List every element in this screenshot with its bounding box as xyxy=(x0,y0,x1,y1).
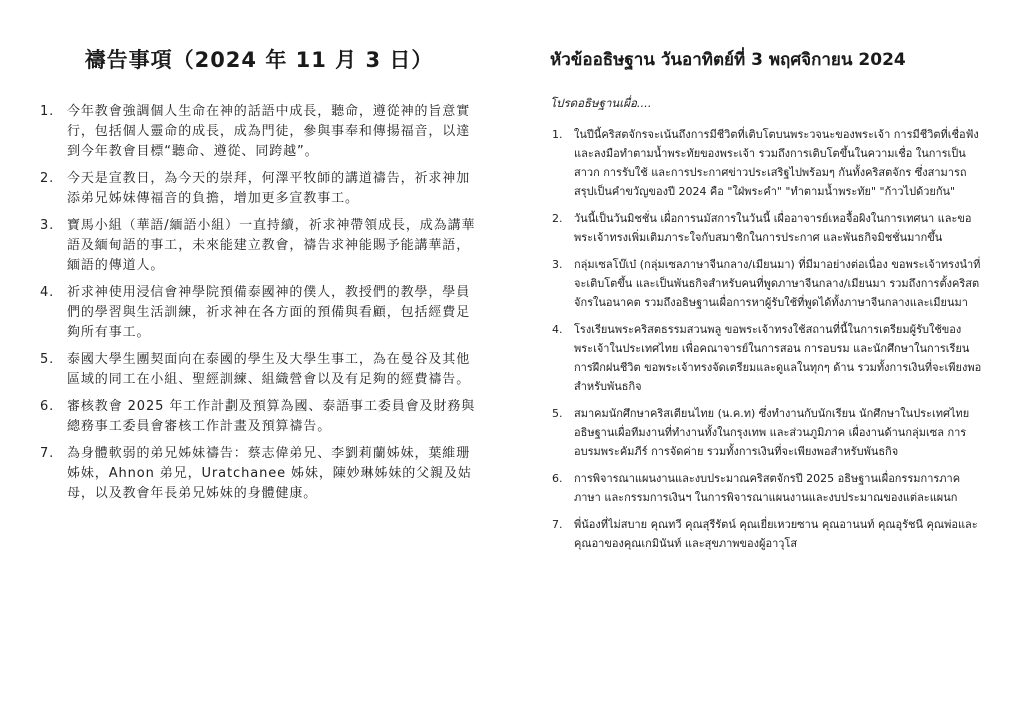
chinese-prayer-item-4 xyxy=(36,283,476,343)
item-text: ในปีนี้คริสตจักรจะเน้นถึงการมีชีวิตที่เติบโตบนพระวจนะของพระเจ้า การมีชีวิตที่เชื่อฟัง และลงมือทำตามน้ำพระทัยของพระเจ้า รวมถึงการเติบโตขึ้นในความเชื่อ ในการเป็นสาวก การรับใช้ และการประกาศข่าวประเสริฐไปพร้อมๆ กันทั้งคริสตจักร ซึ่งสามารถสรุปเป็นคำขวัญของปี 2024 คือ "ใฝ่พระคำ" "ทำตามน้ำพระทัย" "ก้าวไปด้วยกัน" xyxy=(574,128,979,198)
item-text: โรงเรียนพระคริสตธรรมสวนพลู ขอพระเจ้าทรงใช้สถานที่นี้ในการเตรียมผู้รับใช้ของพระเจ้าในประเทศไทย เพื่อคณาจารย์ในการสอน การอบรม และนักศึกษาในการเรียน การฝึกฝนชีวิต ขอพระเจ้าทรงจัดเตรียมและดูแลในทุกๆ ด้าน รวมทั้งการเงินที่จะเพียงพอสำหรับพันธกิจ xyxy=(574,323,982,393)
chinese-prayer-item-2 xyxy=(36,169,476,209)
thai-title: หัวข้ออธิษฐาน วันอาทิตย์ที่ 3 พฤศจิกายน 2024 xyxy=(550,50,906,70)
item-text: 寶馬小組（華語/緬語小組）一直持續，祈求神帶領成長，成為講華語及緬甸語的事工，未來能建立教會，禱告求神能賜予能講華語，緬語的傳道人。 xyxy=(67,218,476,273)
chinese-prayer-column xyxy=(36,44,476,511)
item-number: 1. xyxy=(552,128,563,141)
item-text: 泰國大學生團契面向在泰國的學生及大學生事工，為在曼谷及其他區域的同工在小組、聖經訓練、組織營會以及有足夠的經費禱告。 xyxy=(67,352,471,387)
item-text: สมาคมนักศึกษาคริสเตียนไทย (น.ค.ท) ซึ่งทำงานกับนักเรียน นักศึกษาในประเทศไทย อธิษฐานเผื่อทีมงานที่ทำงานทั้งในกรุงเทพ และส่วนภูมิภาค เผื่องานด้านกลุ่มเซล การอบรมพระคัมภีร์ การจัดค่าย รวมทั้งการเงินที่จะเพียงพอสำหรับพันธกิจ xyxy=(574,407,970,458)
chinese-prayer-item-5 xyxy=(36,350,476,390)
thai-prayer-item-2 xyxy=(548,209,982,247)
item-number: 1. xyxy=(40,104,55,119)
item-number: 6. xyxy=(40,399,55,414)
item-number: 2. xyxy=(552,212,563,225)
item-text: 今天是宣教日，為今天的崇拜，何澤平牧師的講道禱告，祈求神加添弟兄姊妹傳福音的負擔，增加更多宣教事工。 xyxy=(67,171,471,206)
item-text: พี่น้องที่ไม่สบาย คุณทวี คุณสุรีรัตน์ คุณเยี่ยเหวยซาน คุณอานนท์ คุณอุรัชนี คุณพ่อและคุณอาของคุณเกมินันท์ และสุขภาพของผู้อาวุโส xyxy=(574,518,978,550)
thai-prayer-item-3 xyxy=(548,255,982,312)
item-text: วันนี้เป็นวันมิชชั่น เผื่อการนมัสการในวันนี้ เผื่ออาจารย์เหอจื้อผิงในการเทศนา และขอพระเจ้าทรงเพิ่มเติมภาระใจกับสมาชิกในการประกาศ และพันธกิจมิชชั่นมากขึ้น xyxy=(574,212,972,244)
chinese-prayer-list xyxy=(36,102,476,504)
item-number: 7. xyxy=(40,446,55,461)
thai-prayer-item-4 xyxy=(548,320,982,396)
thai-prayer-list xyxy=(548,125,982,553)
item-text: กลุ่มเซลโบ๊เบ๋ (กลุ่มเซลภาษาจีนกลาง/เมียนมา) ที่มีมาอย่างต่อเนื่อง ขอพระเจ้าทรงนำที่จะเติบโตขึ้น และเป็นพันธกิจสำหรับคนที่พูดภาษาจีนกลาง/เมียนมา รวมถึงการตั้งคริสตจักรในอนาคต รวมถึงอธิษฐานเผื่อการหาผู้รับใช้ที่พูดได้ทั้งภาษาจีนกลางและเมียนมา xyxy=(574,258,981,309)
chinese-prayer-item-6 xyxy=(36,397,476,437)
item-number: 4. xyxy=(552,323,563,336)
thai-prayer-item-6 xyxy=(548,469,982,507)
chinese-prayer-item-7 xyxy=(36,444,476,504)
item-text: 祈求神使用浸信會神學院預備泰國神的僕人，教授們的教學，學員們的學習與生活訓練，祈求神在各方面的預備與看顧，包括經費足夠所有事工。 xyxy=(67,285,471,340)
item-number: 4. xyxy=(40,285,55,300)
item-number: 6. xyxy=(552,472,563,485)
thai-intro: โปรดอธิษฐานเผื่อ.... xyxy=(550,96,652,110)
item-number: 5. xyxy=(552,407,563,420)
item-number: 7. xyxy=(552,518,563,531)
item-number: 3. xyxy=(40,218,55,233)
thai-prayer-item-7 xyxy=(548,515,982,553)
item-text: 為身體軟弱的弟兄姊妹禱告：蔡志偉弟兄、李劉莉蘭姊妹，葉維珊姊妹，Ahnon 弟兄，Uratchanee 姊妹，陳妙琳姊妹的父親及姑母，以及教會年長弟兄姊妹的身體健康。 xyxy=(67,446,472,501)
chinese-prayer-item-1 xyxy=(36,102,476,162)
item-number: 3. xyxy=(552,258,563,271)
item-text: 今年教會強調個人生命在神的話語中成長，聽命，遵從神的旨意實行，包括個人靈命的成長，成為門徒，參與事奉和傳揚福音，以達到今年教會目標“聽命、遵從、同跨越”。 xyxy=(67,104,471,159)
item-number: 5. xyxy=(40,352,55,367)
thai-prayer-item-1 xyxy=(548,125,982,201)
chinese-prayer-item-3 xyxy=(36,216,476,276)
item-text: การพิจารณาแผนงานและงบประมาณคริสตจักรปี 2025 อธิษฐานเผื่อกรรมการภาคภาษา และกรรมการเงินฯ ในการพิจารณาแผนงานและงบประมาณของแต่ละแผนก xyxy=(574,472,961,504)
item-text: 審核教會 2025 年工作計劃及預算為國、泰語事工委員會及財務與總務事工委員會審核工作計畫及預算禱告。 xyxy=(67,399,476,434)
thai-prayer-column xyxy=(548,46,982,561)
thai-prayer-item-5 xyxy=(548,404,982,461)
item-number: 2. xyxy=(40,171,55,186)
chinese-title: 禱告事項（2024 年 11 月 3 日） xyxy=(84,48,434,72)
